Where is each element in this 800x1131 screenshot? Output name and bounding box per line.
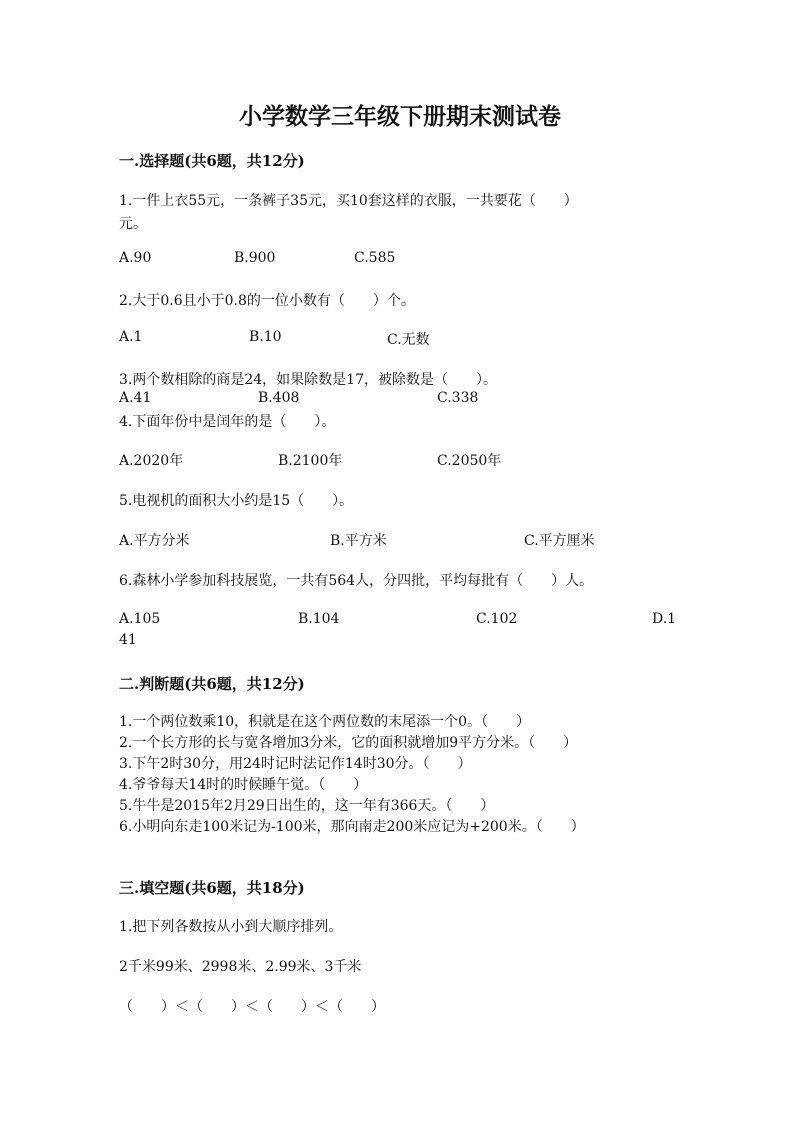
page-title: 小学数学三年级下册期末测试卷 bbox=[239, 103, 561, 130]
question-3-1-text: 1.把下列各数按从小到大顺序排列。 bbox=[119, 919, 343, 935]
option-d: D.1 bbox=[652, 611, 677, 627]
judgment-item-5: 5.牛牛是2015年2月29日出生的，这一年有366天。（ ） bbox=[119, 798, 495, 814]
judgment-item-6: 6.小明向东走100米记为-100米，那向南走200米应记为+200米。（ ） bbox=[119, 819, 585, 835]
question-1-3-text: 3.两个数相除的商是24，如果除数是17，被除数是（ ）。 bbox=[119, 372, 497, 388]
option-a: A.90 bbox=[119, 250, 152, 266]
option-b: B.900 bbox=[234, 250, 276, 266]
option-a: A.1 bbox=[119, 329, 143, 345]
option-d-wrapped: 41 bbox=[119, 632, 137, 648]
option-c: C.无数 bbox=[387, 332, 430, 348]
option-c: C.平方厘米 bbox=[524, 533, 595, 549]
option-a: A.41 bbox=[119, 390, 152, 406]
option-c: C.102 bbox=[476, 611, 518, 627]
question-1-1-text: 1.一件上衣55元，一条裤子35元，买10套这样的衣服，一共要花（ ） bbox=[119, 193, 578, 209]
judgment-item-1: 1.一个两位数乘10，积就是在这个两位数的末尾添一个0。（ ） bbox=[119, 714, 531, 730]
option-a: A.105 bbox=[119, 611, 161, 627]
option-a: A.2020年 bbox=[119, 453, 184, 469]
judgment-item-2: 2.一个长方形的长与宽各增加3分米，它的面积就增加9平方分米。（ ） bbox=[119, 735, 578, 751]
question-1-5-text: 5.电视机的面积大小约是15（ ）。 bbox=[119, 493, 354, 509]
question-1-1-text-continued: 元。 bbox=[119, 216, 147, 232]
section-1-heading: 一.选择题(共6题，共12分) bbox=[119, 152, 305, 170]
option-b: B.平方米 bbox=[330, 533, 387, 549]
option-b: B.104 bbox=[298, 611, 340, 627]
ordering-blanks: （ ）＜（ ）＜（ ）＜（ ） bbox=[119, 999, 385, 1015]
option-c: C.585 bbox=[354, 250, 396, 266]
section-2-heading: 二.判断题(共6题，共12分) bbox=[119, 675, 305, 693]
judgment-item-3: 3.下午2时30分，用24时记时法记作14时30分。（ ） bbox=[119, 756, 472, 772]
option-b: B.10 bbox=[249, 329, 282, 345]
option-a: A.平方分米 bbox=[119, 533, 190, 549]
question-1-4-text: 4.下面年份中是闰年的是（ ）。 bbox=[119, 414, 336, 430]
option-b: B.2100年 bbox=[278, 453, 343, 469]
number-list: 2千米99米、2998米、2.99米、3千米 bbox=[119, 959, 362, 975]
question-1-2-text: 2.大于0.6且小于0.8的一位小数有（ ）个。 bbox=[119, 293, 415, 309]
option-c: C.338 bbox=[437, 390, 479, 406]
judgment-item-4: 4.爷爷每天14时的时候睡午觉。（ ） bbox=[119, 777, 368, 793]
question-1-6-text: 6.森林小学参加科技展览，一共有564人，分四批，平均每批有（ ）人。 bbox=[119, 573, 594, 589]
option-b: B.408 bbox=[258, 390, 300, 406]
section-3-heading: 三.填空题(共6题，共18分) bbox=[119, 879, 305, 897]
option-c: C.2050年 bbox=[437, 453, 502, 469]
